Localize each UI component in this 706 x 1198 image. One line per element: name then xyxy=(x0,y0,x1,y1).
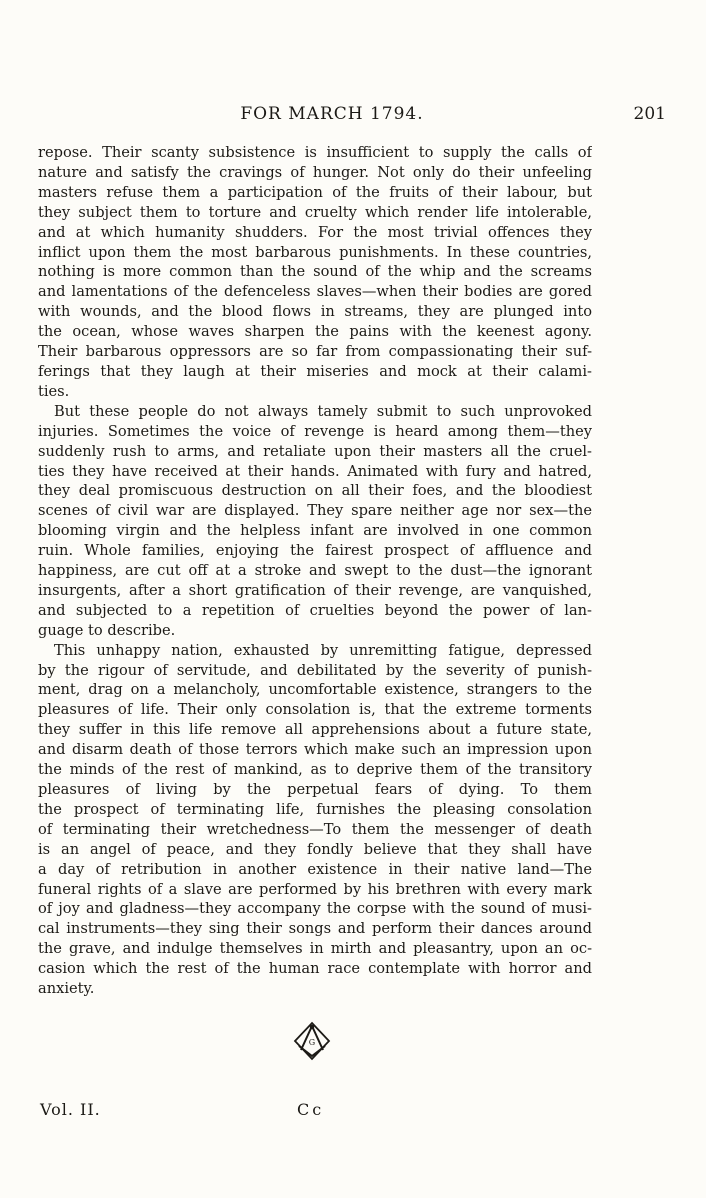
text-line: nothing is more common than the sound of the whip and the screams xyxy=(38,263,592,281)
text-line: and disarm death of those terrors which make such an impression upon xyxy=(38,741,592,759)
text-line: is an angel of peace, and they fondly believe that they shall have xyxy=(38,840,592,858)
text-line: and at which humanity shudders. For the most trivial offences they xyxy=(38,223,592,241)
volume-label: Vol. II. xyxy=(40,1100,101,1119)
text-line: funeral rights of a slave are performed by his brethren with every mark xyxy=(38,880,592,898)
text-line: ties. xyxy=(38,382,70,400)
paragraph xyxy=(38,402,592,641)
text-line: happiness, are cut off at a stroke and swept to the dust—the ignorant xyxy=(38,562,592,580)
text-line: ferings that they laugh at their miseries and mock at their calami- xyxy=(38,362,592,380)
paragraph xyxy=(38,143,592,402)
running-head xyxy=(36,104,666,128)
text-line: and lamentations of the defenceless slaves—when their bodies are gored xyxy=(38,283,592,301)
text-line: ment, drag on a melancholy, uncomfortable existence, strangers to the xyxy=(38,681,592,699)
text-line: This unhappy nation, exhausted by unremitting fatigue, depressed xyxy=(54,641,592,659)
text-line: repose. Their scanty subsistence is insufficient to supply the calls of xyxy=(38,144,592,161)
text-line: by the rigour of servitude, and debilitated by the severity of punish- xyxy=(38,661,592,679)
text-line: they subject them to torture and cruelty which render life intolerable, xyxy=(38,203,592,221)
text-line: masters refuse them a participation of the fruits of their labour, but xyxy=(38,183,592,201)
text-line: cal instruments—they sing their songs and perform their dances around xyxy=(38,920,592,938)
text-line: they suffer in this life remove all apprehensions about a future state, xyxy=(38,721,592,739)
text-line: blooming virgin and the helpless infant are involved in one common xyxy=(38,522,592,540)
text-line: suddenly rush to arms, and retaliate upon their masters all the cruel- xyxy=(38,442,592,460)
text-line: Their barbarous oppressors are so far from compassionating their suf- xyxy=(38,343,592,361)
text-line: the minds of the rest of mankind, as to deprive them of the transitory xyxy=(38,761,592,779)
text-line: injuries. Sometimes the voice of revenge is heard among them—they xyxy=(38,422,592,440)
text-line: with wounds, and the blood flows in streams, they are plunged into xyxy=(38,303,592,321)
text-line: the grave, and indulge themselves in mirth and pleasantry, upon an oc- xyxy=(38,940,592,958)
text-line: anxiety. xyxy=(38,980,95,998)
text-line: of terminating their wretchedness—To them the messenger of death xyxy=(38,820,592,838)
text-line: the ocean, whose waves sharpen the pains with the keenest agony. xyxy=(38,323,592,341)
text-line: and subjected to a repetition of cruelties beyond the power of lan- xyxy=(38,601,592,619)
text-line: But these people do not always tamely submit to such unprovoked xyxy=(54,402,592,420)
text-line: ruin. Whole families, enjoying the fairest prospect of affluence and xyxy=(38,542,592,560)
text-line: pleasures of life. Their only consolation is, that the extreme torments xyxy=(38,701,592,719)
paragraph xyxy=(38,641,592,999)
masonic-square-compasses-icon xyxy=(291,1020,333,1062)
text-line: inflict upon them the most barbarous punishments. In these countries, xyxy=(38,243,592,261)
text-line: casion which the rest of the human race contemplate with horror and xyxy=(38,960,592,978)
text-line: of joy and gladness—they accompany the corpse with the sound of musi- xyxy=(38,900,592,918)
text-line: they deal promiscuous destruction on all their foes, and the bloodiest xyxy=(38,482,592,500)
page-number: 201 xyxy=(633,104,666,124)
body-text xyxy=(38,143,592,999)
text-line: the prospect of terminating life, furnishes the pleasing consolation xyxy=(38,800,592,818)
text-line: nature and satisfy the cravings of hunger. Not only do their unfeeling xyxy=(38,163,592,181)
text-line: insurgents, after a short gratification of their revenge, are vanquished, xyxy=(38,581,592,599)
text-line: ties they have received at their hands. Animated with fury and hatred, xyxy=(38,462,592,480)
running-title: FOR MARCH 1794. xyxy=(240,104,424,124)
text-line: a day of retribution in another existence in their native land—The xyxy=(38,860,592,878)
text-line: scenes of civil war are displayed. They spare neither age nor sex—the xyxy=(38,502,592,520)
text-line: guage to describe. xyxy=(38,621,176,639)
text-line: pleasures of living by the perpetual fears of dying. To them xyxy=(38,781,592,798)
svg-text:G: G xyxy=(308,1038,316,1047)
signature-mark: Cc xyxy=(297,1100,325,1119)
